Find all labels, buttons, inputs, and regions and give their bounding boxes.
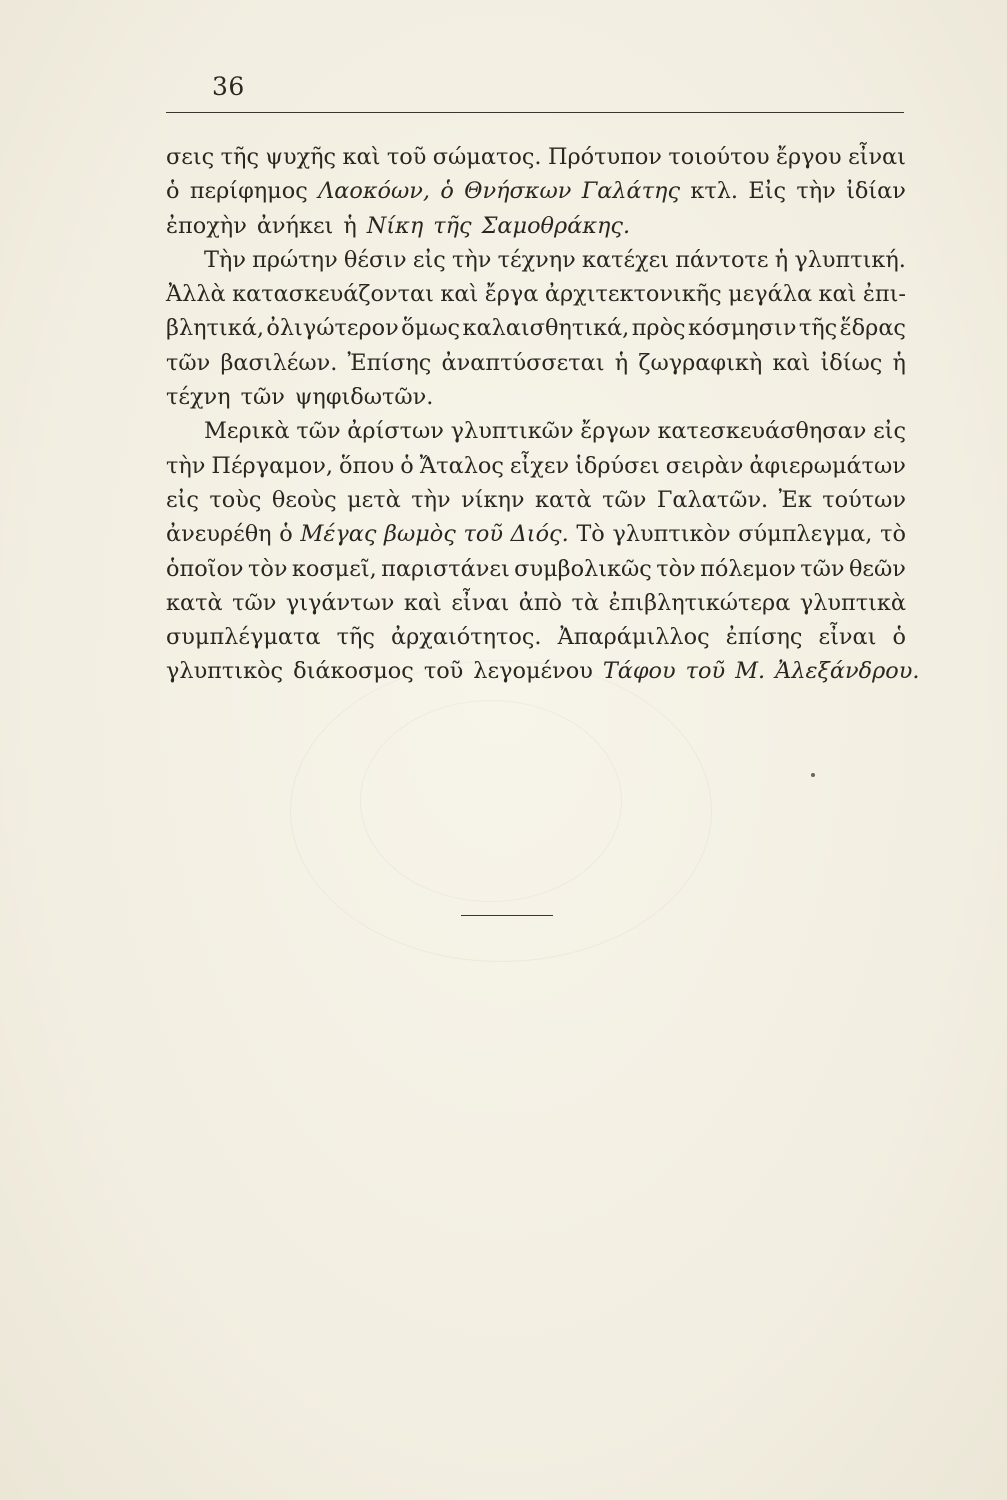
word: τοῦ — [423, 658, 464, 685]
word: τὰ — [571, 589, 600, 616]
word: σώματος. — [432, 144, 542, 170]
word: διάκοσμος — [293, 658, 414, 685]
word: ἡ — [614, 349, 629, 376]
word: γλυπτικὸν — [612, 521, 731, 548]
word: ἡ — [343, 212, 357, 239]
word: τῆς — [798, 315, 838, 342]
word: παριστάνει — [381, 555, 510, 582]
word: καὶ — [403, 589, 442, 616]
word: μεγάλα — [728, 281, 813, 308]
word: κατέχει — [581, 246, 670, 273]
word: ὁ — [892, 624, 906, 651]
word: πρώτην — [252, 246, 338, 273]
text-line — [166, 517, 906, 551]
paper-speck — [811, 773, 815, 777]
text-line — [166, 311, 906, 345]
word: ἀρίστων — [347, 418, 444, 445]
word: γλυπτικὸς — [166, 658, 284, 685]
word: Ἀπαράμιλλος — [557, 624, 710, 651]
word: ὁ — [400, 452, 414, 479]
word: Τὴν — [204, 246, 246, 273]
word: τῶν — [800, 555, 845, 582]
word: ἐπιβλητικώτερα — [608, 589, 791, 616]
word: ἀναπτύσσεται — [441, 349, 605, 376]
word: γλυπτική. — [794, 246, 906, 273]
word: Πρότυπον — [547, 144, 662, 170]
word: τὴν — [166, 452, 206, 479]
word: τοιούτου — [668, 144, 770, 170]
word: Ἀλλὰ — [166, 281, 226, 308]
word: τῶν — [602, 486, 647, 513]
word: εἶναι — [818, 624, 877, 651]
word: Μέγας — [300, 521, 377, 548]
word: ὅπου — [338, 452, 395, 479]
word: κατὰ — [166, 589, 223, 616]
word: τῆς — [433, 212, 472, 239]
word: ἀνήκει — [256, 212, 334, 239]
word: ὁ — [279, 521, 293, 548]
word: τῶν — [166, 349, 211, 376]
word: Ἀλεξάνδρου. — [775, 658, 920, 685]
word: εἶχεν — [509, 452, 570, 479]
word: τοῦ — [685, 658, 726, 685]
word: βωμὸς — [384, 521, 456, 548]
word: Ἐκ — [778, 486, 812, 513]
word: κοσμεῖ, — [291, 555, 377, 582]
word: νίκην — [461, 486, 525, 513]
word: Νίκη — [366, 212, 424, 239]
word: βασιλέων. — [220, 349, 338, 376]
bleed-through-shape — [360, 700, 622, 902]
page-number: 36 — [212, 72, 245, 101]
word: συμπλέγματα — [166, 624, 321, 651]
word: καὶ — [818, 281, 857, 308]
word: τοῦ — [463, 521, 503, 548]
word: γλυπτικὰ — [799, 589, 906, 616]
text-line — [166, 586, 906, 620]
text-line — [166, 243, 906, 277]
word: ψηφιδωτῶν. — [294, 384, 434, 411]
word: ὅμως — [401, 315, 461, 342]
word: Ἐπίσης — [347, 349, 432, 376]
word: εἶναι — [451, 589, 510, 616]
word: εἰς — [873, 418, 906, 445]
word: Γαλατῶν. — [656, 486, 769, 513]
word: τὴν — [451, 246, 492, 273]
text-line — [166, 380, 906, 414]
word: κατασκευάζονται — [232, 281, 434, 308]
word: γλυπτικῶν — [450, 418, 574, 445]
word: ζωγραφικὴ — [638, 349, 763, 376]
word: τῶν — [240, 384, 285, 411]
word: σύμπλεγμα, — [738, 521, 873, 548]
text-line — [166, 552, 906, 586]
text-line — [166, 449, 906, 483]
word: ἔργα — [484, 281, 539, 308]
word: ἰδίως — [820, 349, 883, 376]
word: τούτων — [822, 486, 906, 513]
word: θεοὺς — [271, 486, 337, 513]
word: τὴν — [796, 178, 836, 205]
word: τῆς — [336, 624, 375, 651]
word: εἰς — [166, 486, 199, 513]
text-line — [166, 174, 906, 208]
word: Μ. — [735, 658, 766, 685]
word: Ἄταλος — [419, 452, 504, 479]
word: τὸν — [656, 555, 696, 582]
word: τέχνη — [166, 384, 231, 411]
word: τὴν — [411, 486, 451, 513]
word: Θνήσκων — [464, 178, 572, 205]
header-rule — [166, 112, 904, 113]
word: ἱδρύσει — [575, 452, 660, 479]
word: σεις — [166, 144, 215, 170]
word: τῆς — [220, 144, 259, 170]
word: Τάφου — [602, 658, 676, 685]
word: ἡ — [892, 349, 906, 376]
word: καλαισθητικά, — [462, 315, 630, 342]
word: ψυχῆς — [265, 144, 337, 170]
word: τὸ — [880, 521, 906, 548]
word: Πέργαμον, — [211, 452, 333, 479]
word: ἡ — [774, 246, 789, 273]
word: πρὸς — [631, 315, 686, 342]
word: ἀρχιτεκτονικῆς — [544, 281, 722, 308]
text-line — [166, 346, 906, 380]
word: ἀφιερωμάτων — [749, 452, 906, 479]
text-line — [166, 209, 906, 243]
word: περίφημος — [189, 178, 308, 205]
word: λεγομένου — [473, 658, 593, 685]
text-line — [166, 483, 906, 517]
word: γιγάντων — [285, 589, 395, 616]
word: κατὰ — [535, 486, 592, 513]
word: τοῦ — [386, 144, 427, 170]
text-line — [166, 277, 906, 311]
word: Διός. — [510, 521, 569, 548]
word: καὶ — [772, 349, 811, 376]
word: εἶναι — [848, 144, 906, 170]
word: βλητικά, — [166, 315, 264, 342]
word: ἐπίσης — [725, 624, 803, 651]
word: ἀρχαιότητος. — [390, 624, 542, 651]
word: μετὰ — [347, 486, 401, 513]
word: ὁ — [440, 178, 454, 205]
word: ἀνευρέθη — [166, 521, 272, 548]
word: πάντοτε — [675, 246, 769, 273]
word: Λαοκόων, — [318, 178, 430, 205]
word: ἐπι- — [862, 281, 906, 308]
word: ἕδρας — [839, 315, 906, 342]
word: κόσμησιν — [688, 315, 797, 342]
word: ὀλιγώτερον — [266, 315, 399, 342]
text-line — [166, 654, 920, 688]
word: πόλεμον — [700, 555, 796, 582]
word: Εἰς — [748, 178, 787, 205]
word: τὸν — [248, 555, 288, 582]
word: τέχνην — [497, 246, 576, 273]
word: ἀπὸ — [518, 589, 563, 616]
word: ἔργων — [580, 418, 651, 445]
word: ἰδίαν — [846, 178, 906, 205]
word: Μερικὰ — [204, 418, 290, 445]
word: ἔργου — [775, 144, 842, 170]
section-end-rule — [461, 915, 553, 916]
word: σειρὰν — [665, 452, 744, 479]
word: καὶ — [342, 144, 381, 170]
word: κατεσκευάσθησαν — [657, 418, 867, 445]
text-line — [166, 140, 906, 174]
word: ὁποῖον — [166, 555, 244, 582]
word: τῶν — [232, 589, 277, 616]
word: ὁ — [166, 178, 180, 205]
word: εἰς — [412, 246, 446, 273]
word: θεῶν — [848, 555, 906, 582]
word: καὶ — [440, 281, 479, 308]
word: συμβολικῶς — [514, 555, 652, 582]
word: θέσιν — [343, 246, 407, 273]
word: τῶν — [296, 418, 341, 445]
word: ἐποχὴν — [166, 212, 247, 239]
text-line — [166, 414, 906, 448]
word: Γαλάτης — [581, 178, 681, 205]
word: Τὸ — [576, 521, 605, 548]
text-line — [166, 620, 906, 654]
word: Σαμοθράκης. — [481, 212, 631, 239]
word: κτλ. — [690, 178, 739, 205]
word: τοὺς — [209, 486, 262, 513]
body-text — [166, 140, 920, 689]
